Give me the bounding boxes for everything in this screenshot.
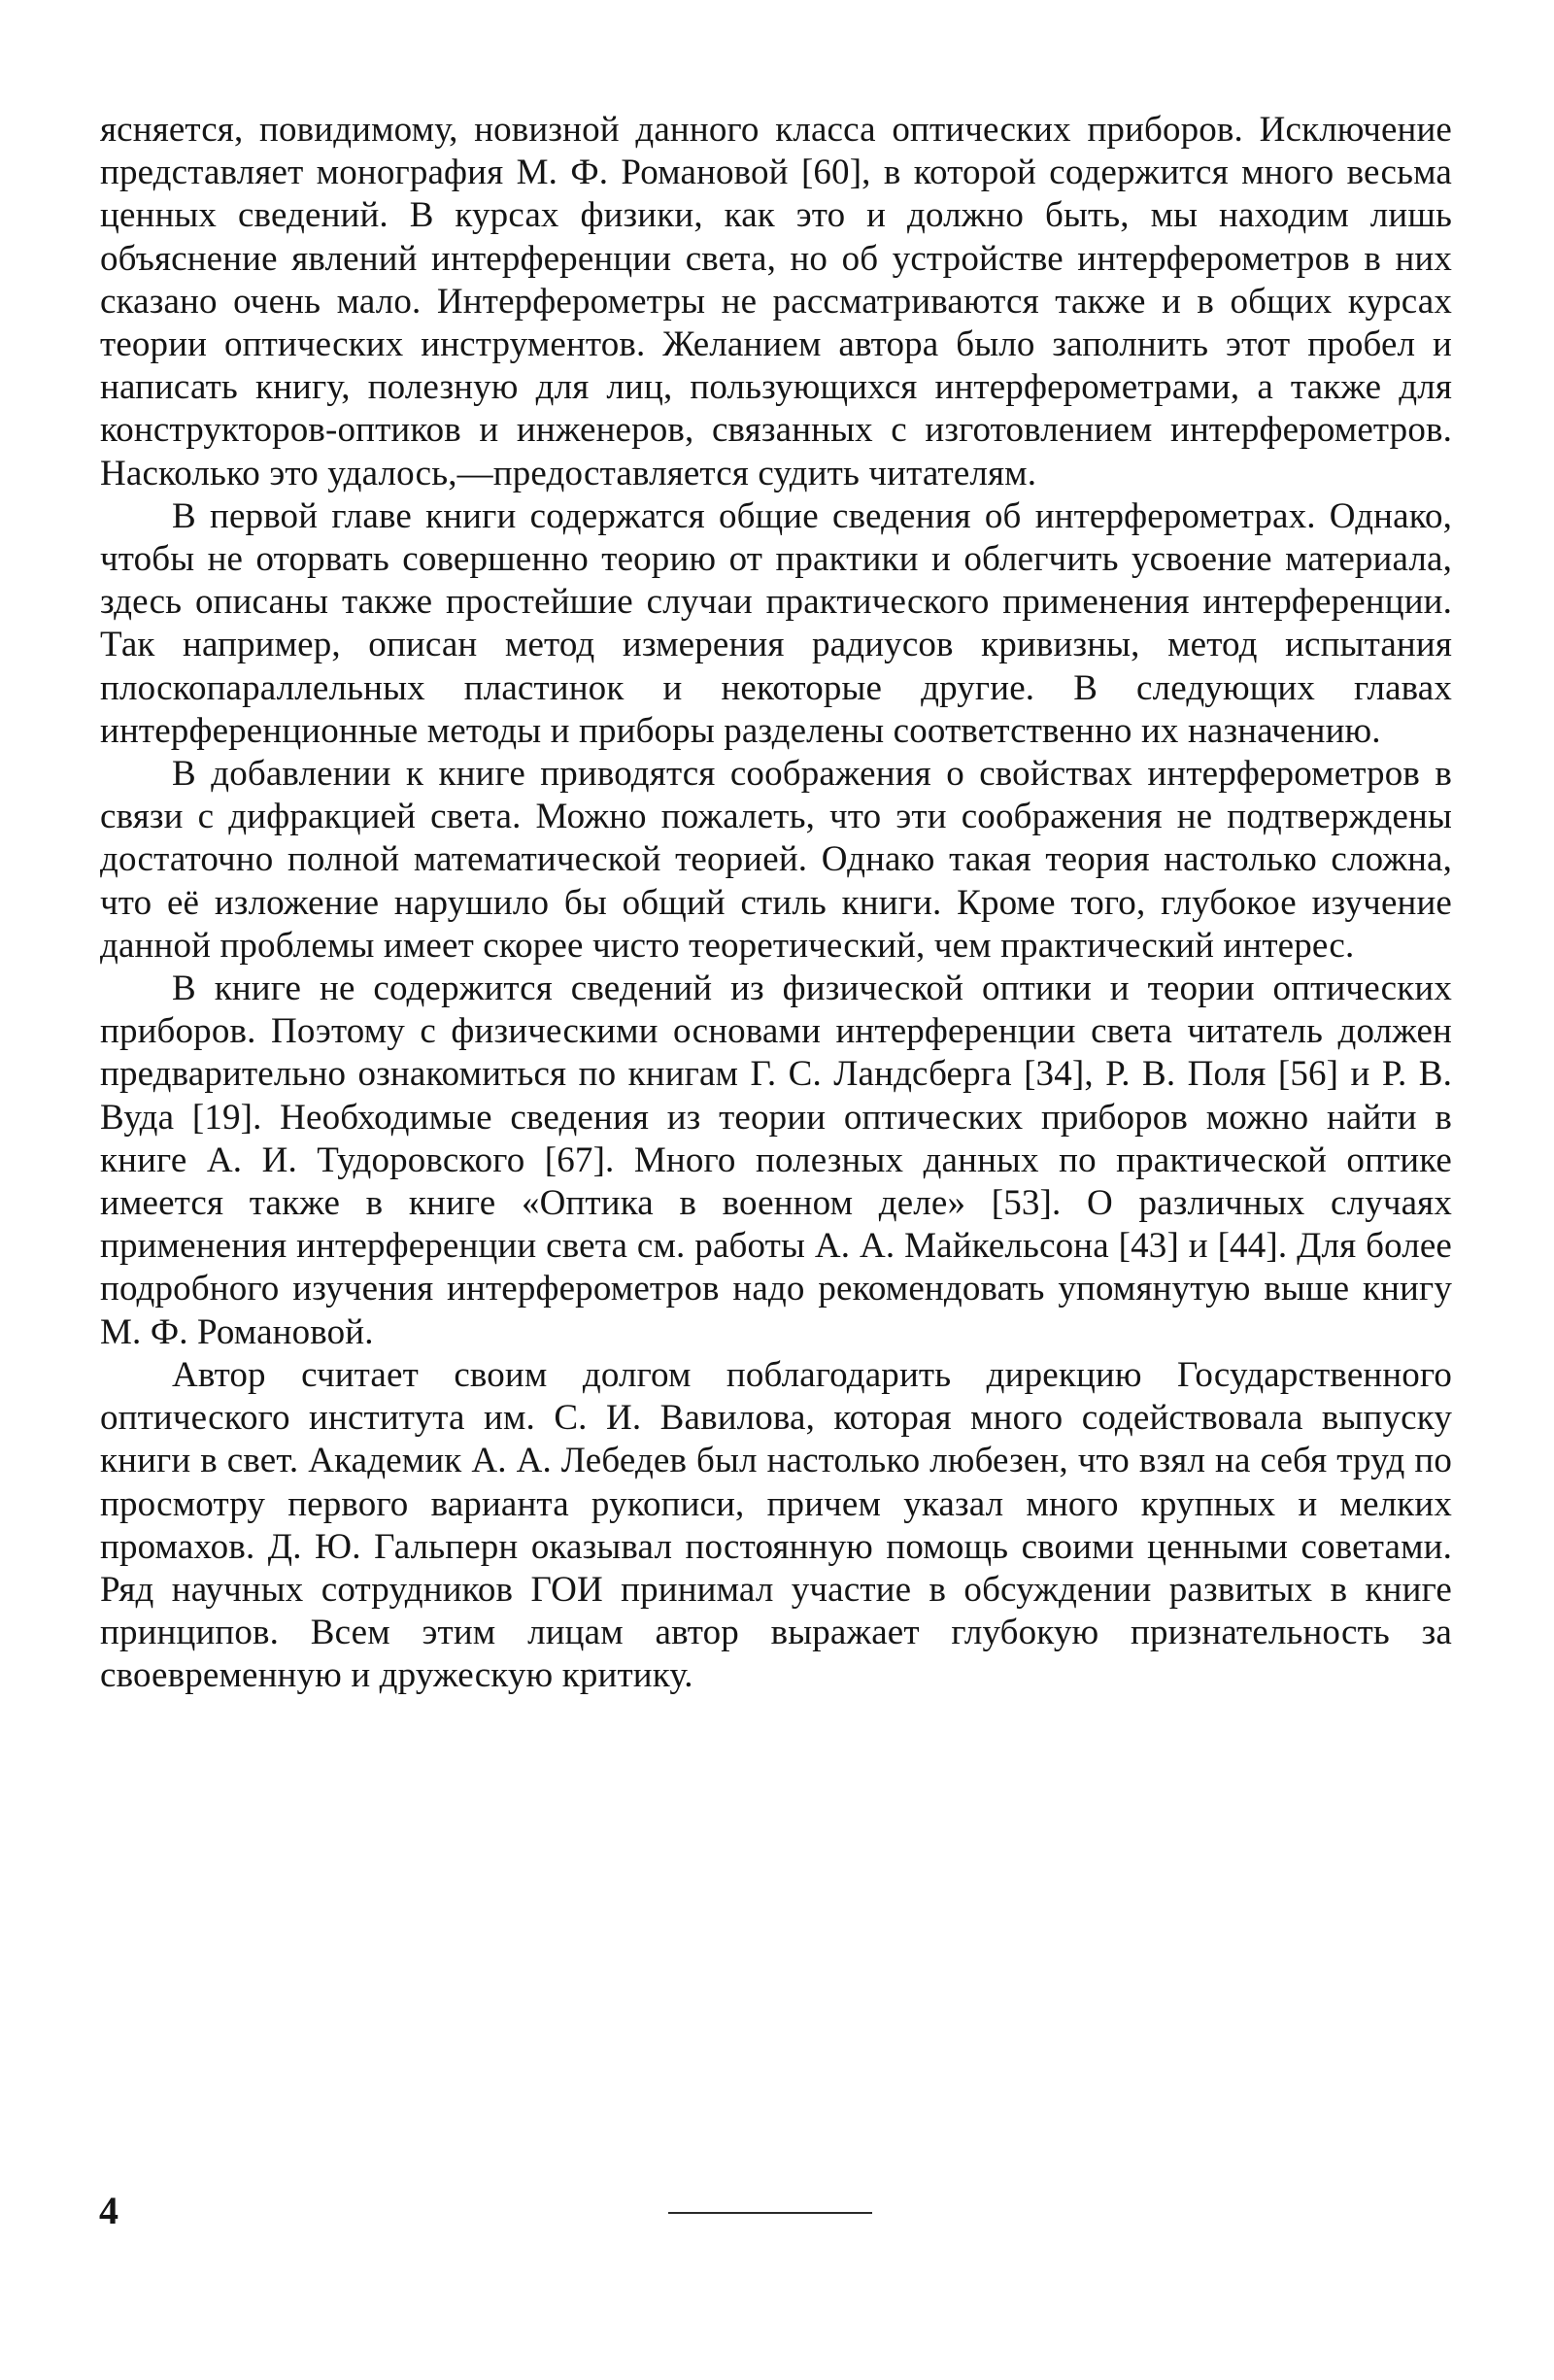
section-end-rule — [668, 2212, 872, 2214]
page-number: 4 — [99, 2189, 118, 2232]
paragraph-continuation: ясняется, повидимому, новизной данного класса оптических приборов. Исключение представляет монография М. Ф. Романовой [60], в которой содержится много весьма ценных сведений. В курсах физики, как это и должно быть, мы находим лишь объяснение явлений интерференции света, но об устройстве интерферометров в них сказано очень мало. Интерферометры не рассматриваются также и в общих курсах теории оптических инструментов. Желанием автора было заполнить этот пробел и написать книгу, полезную для лиц, пользующихся интерферометрами, а также для конструкторов-оптиков и инженеров, связанных с изготовлением интерферометров. Насколько это удалось,—предоставляется судить читателям. — [100, 110, 1452, 493]
paragraph-appendix: В добавлении к книге приводятся соображения о свойствах интерферометров в связи с дифракцией света. Можно пожалеть, что эти соображения не подтверждены достаточно полной математической теорией. Однако такая теория настолько сложна, что её изложение нарушило бы общий стиль книги. Кроме того, глубокое изучение данной проблемы имеет скорее чисто теоретический, чем практический интерес. — [100, 754, 1452, 966]
paragraph-first-chapter: В первой главе книги содержатся общие сведения об интерферометрах. Однако, чтобы не оторвать совершенно теорию от практики и облегчить усвоение материала, здесь описаны также простейшие случаи практического применения интерференции. Так например, описан метод измерения радиусов кривизны, метод испытания плоскопараллельных пластинок и некоторые другие. В следующих главах интерференционные методы и приборы разделены соответственно их назначению. — [100, 495, 1452, 751]
paragraph-references: В книге не содержится сведений из физической оптики и теории оптических приборов. Поэтому с физическими основами интерференции света читатель должен предварительно ознакомиться по книгам Г. С. Ландсберга [34], Р. В. Поля [56] и Р. В. Вуда [19]. Необходимые сведения из теории оптических приборов можно найти в книге А. И. Тудоровского [67]. Много полезных данных по практической оптике имеется также в книге «Оптика в военном деле» [53]. О различных случаях применения интерференции света см. работы А. А. Майкельсона [43] и [44]. Для более подробного изучения интерферометров надо рекомендовать упомянутую выше книгу М. Ф. Романовой. — [100, 969, 1452, 1352]
paragraph-acknowledgements: Автор считает своим долгом поблагодарить дирекцию Государственного оптического института им. С. И. Вавилова, которая много содействовала выпуску книги в свет. Академик А. А. Лебедев был настолько любезен, что взял на себя труд по просмотру первого варианта рукописи, причем указал много крупных и мелких промахов. Д. Ю. Гальперн оказывал постоянную помощь своими ценными советами. Ряд научных сотрудников ГОИ принимал участие в обсуждении развитых в книге принципов. Всем этим лицам автор выражает глубокую признательность за своевременную и дружескую критику. — [100, 1354, 1452, 1696]
body-text — [100, 109, 1452, 1698]
